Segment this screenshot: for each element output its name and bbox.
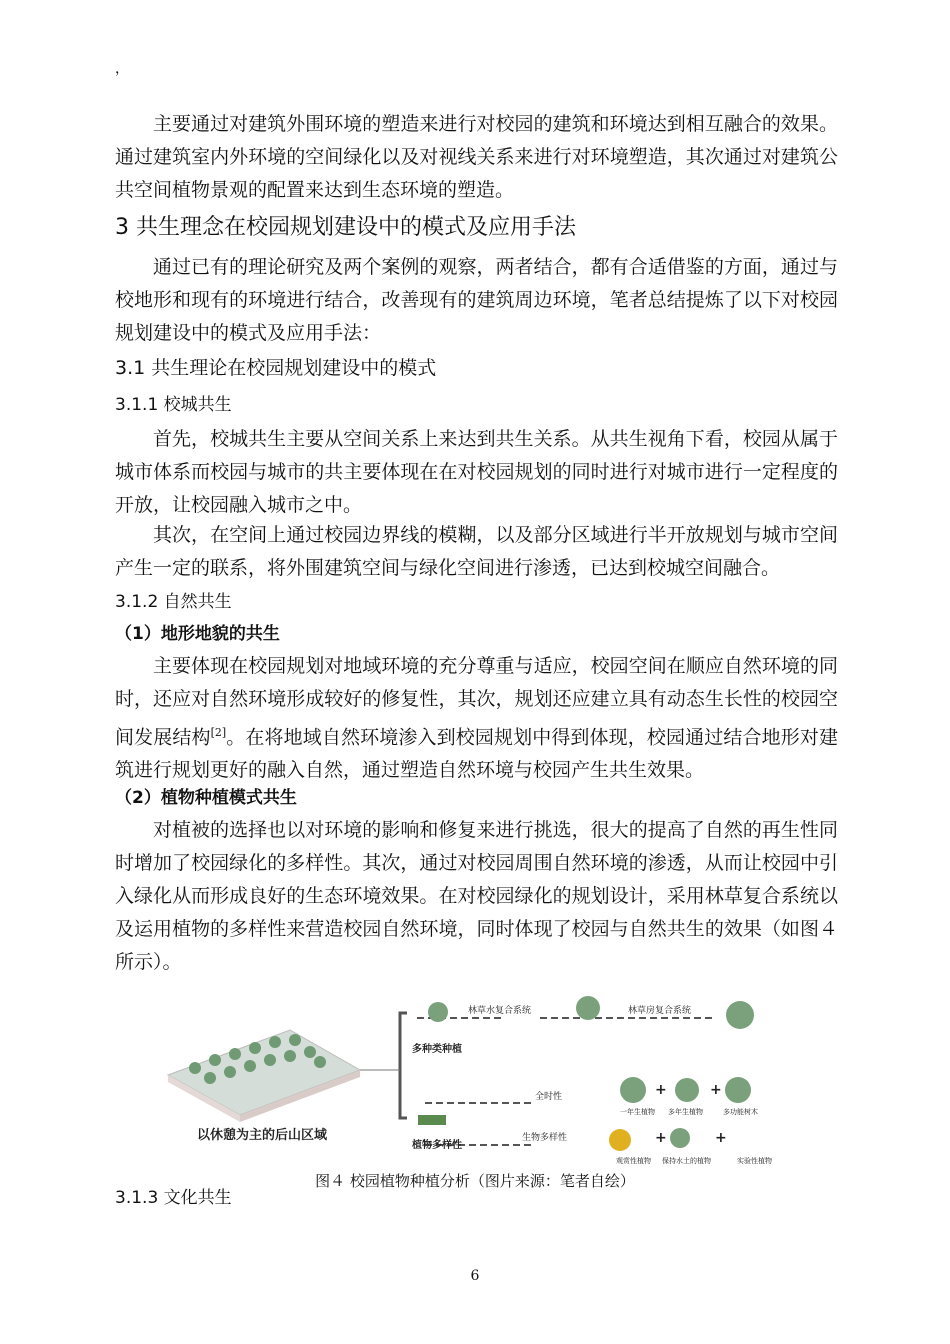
figure-label-system: 林草水复合系统: [468, 1006, 532, 1016]
section-heading-3-1-1: 3.1.1 校城共生: [115, 395, 232, 415]
figure-item: 实验性植物: [737, 1157, 772, 1165]
paragraph-text: 主要体现在校园规划对地域环境的充分尊重与适应，校园空间在顺应自然环境的同时，还应对自然环境形成较好的修复性，其次，规划还应建立具有动态生长性的校园空间发展结构: [115, 655, 838, 749]
figure-label-area: 以休憩为主的后山区域: [197, 1128, 328, 1143]
plus-sign: +: [655, 1130, 667, 1146]
figure-item: 多功能树木: [723, 1108, 758, 1116]
paragraph: [115, 650, 838, 787]
section-heading-3: 3 共生理念在校园规划建设中的模式及应用手法: [115, 215, 576, 240]
subheading-1: （1）地形地貌的共生: [115, 624, 280, 644]
plus-sign: +: [655, 1082, 667, 1098]
plus-sign: +: [715, 1130, 727, 1146]
plus-sign: +: [710, 1082, 722, 1098]
top-mark: ，: [115, 61, 129, 77]
figure-label-branch: 植物多样性: [412, 1140, 462, 1151]
figure-4-plant-analysis: [160, 990, 790, 1170]
figure-item: 观赏性植物: [616, 1157, 651, 1165]
paragraph-text: 。在将地域自然环境渗入到校园规划中得到体现，校园通过结合地形对建筑进行规划更好的融入自然，通过塑造自然环境与校园产生共生效果。: [115, 726, 838, 782]
subheading-2: （2）植物种植模式共生: [115, 788, 297, 808]
figure-label-row: 全时性: [535, 1092, 563, 1102]
citation-ref: [2]: [210, 726, 227, 739]
page-number: 6: [470, 1268, 480, 1284]
paragraph: 首先，校城共生主要从空间关系上来达到共生关系。从共生视角下看，校园从属于城市体系而校园与城市的共主要体现在在对校园规划的同时进行对城市进行一定程度的开放，让校园融入城市之中。: [115, 428, 838, 516]
figure-label-row: 生物多样性: [522, 1133, 568, 1143]
figure-label-branch: 多种类种植: [412, 1044, 462, 1055]
paragraph: 对植被的选择也以对环境的影响和修复来进行挑选，很大的提高了自然的再生性同时增加了校园绿化的多样性。其次，通过对校园周围自然环境的渗透，从而让校园中引入绿化从而形成良好的生态环境效果。在对校园绿化的规划设计，采用林草复合系统以及运用植物的多样性来营造校园自然环境，同时体现了校园与自然共生的效果（如图４所示）。: [115, 819, 838, 973]
section-heading-3-1-3: 3.1.3 文化共生: [115, 1188, 232, 1208]
figure-label-system: 林草房复合系统: [628, 1006, 692, 1016]
figure-item: 保持水土的植物: [662, 1157, 711, 1165]
paragraph: 其次，在空间上通过校园边界线的模糊，以及部分区域进行半开放规划与城市空间产生一定的联系，将外围建筑空间与绿化空间进行渗透，已达到校城空间融合。: [115, 524, 838, 579]
figure-item: 一年生植物: [620, 1108, 655, 1116]
paragraph: 主要通过对建筑外围环境的塑造来进行对校园的建筑和环境达到相互融合的效果。通过建筑室内外环境的空间绿化以及对视线关系来进行对环境塑造，其次通过对建筑公共空间植物景观的配置来达到生态环境的塑造。: [115, 113, 838, 201]
figure-graphic: [160, 990, 790, 1170]
paragraph: 通过已有的理论研究及两个案例的观察，两者结合，都有合适借鉴的方面，通过与校地形和现有的环境进行结合，改善现有的建筑周边环境，笔者总结提炼了以下对校园规划建设中的模式及应用手法：: [115, 256, 838, 344]
figure-item: 多年生植物: [668, 1108, 703, 1116]
section-heading-3-1-2: 3.1.2 自然共生: [115, 592, 232, 612]
figure-caption: 图４ 校园植物种植分析（图片来源：笔者自绘）: [315, 1172, 635, 1190]
section-heading-3-1: 3.1 共生理论在校园规划建设中的模式: [115, 357, 437, 379]
